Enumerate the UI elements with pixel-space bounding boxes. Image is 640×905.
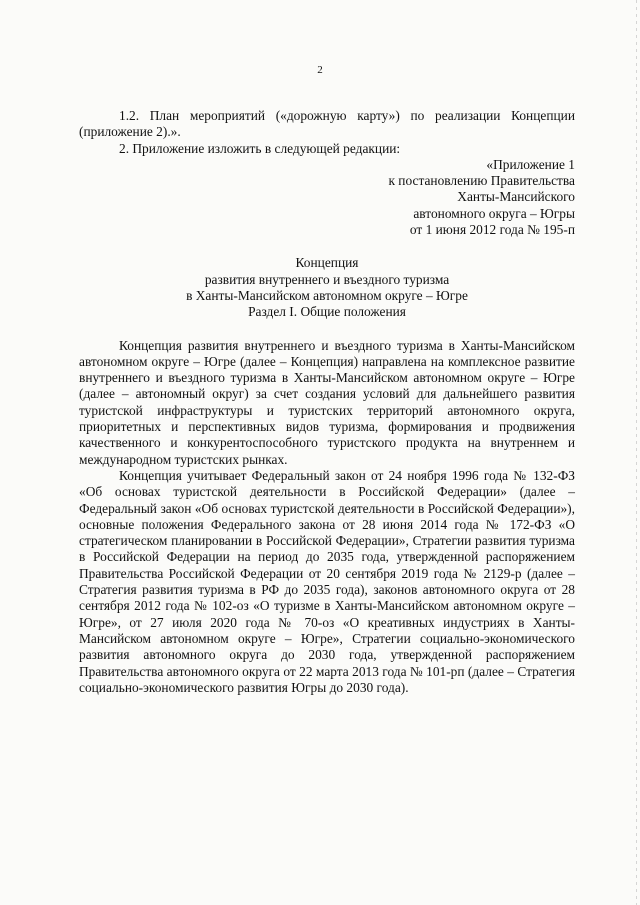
appendix-reference [79, 157, 575, 238]
scan-edge [636, 0, 637, 905]
appendix-line-2: к постановлению Правительства [388, 173, 575, 189]
item-1-2-text: 1.2. План мероприятий («дорожную карту») по реализации Концепции (приложение 2).». [79, 108, 575, 140]
title-line-3: в Ханты-Мансийском автономном округе – Югре [186, 287, 468, 303]
title-line-2: развития внутреннего и въездного туризма [204, 271, 450, 287]
document-content [79, 108, 575, 696]
title-line-1: Концепция [295, 255, 359, 271]
appendix-line-1: «Приложение 1 [486, 156, 575, 172]
appendix-line-4: автономного округа – Югры [413, 205, 575, 221]
item-2-text: 2. Приложение изложить в следующей редакции: [119, 140, 401, 156]
section-heading: Раздел I. Общие положения [248, 304, 406, 320]
body-text [79, 338, 575, 697]
appendix-line-5: от 1 июня 2012 года № 195-п [409, 222, 575, 238]
page-number: 2 [317, 64, 323, 76]
appendix-line-3: Ханты-Мансийского [457, 189, 575, 205]
paragraph-2: Концепция учитывает Федеральный закон от 24 ноября 1996 года № 132-ФЗ «Об основах туристской деятельности в Российской Федерации» (далее – Федеральный закон «Об основах туристской деятельности в Российской Федерации»), основные положения Федерального закона от 28 июня 2014 года № 172-ФЗ «О стратегическом планировании в Российской Федерации», Стратегии развития туризма в Российской Федерации на период до 2035 года, утвержденной распоряжением Правительства Российской Федерации от 20 сентября 2019 года № 2129-р (далее – Стратегия развития туризма в РФ до 2035 года), законов автономного округа от 28 сентября 2012 года № 102-оз «О туризме в Ханты-Мансийском автономном округе – Югре», от 27 июля 2020 года № 70-оз «О креативных индустриях в Ханты-Мансийском автономном округе – Югре», Стратегии социально-экономического развития автономного округа до 2030 года, утвержденной распоряжением Правительства автономного округа от 22 марта 2013 года № 101-рп (далее – Стратегия социально-экономического развития Югры до 2030 года). [79, 467, 575, 695]
document-title [79, 255, 575, 304]
paragraph-1: Концепция развития внутреннего и въездного туризма в Ханты-Мансийском автономном округе – Югре (далее – Концепция) направлена на комплексное развитие внутреннего и въездного туризма в Ханты-Мансийском автономном округе – Югре (далее – автономный округ) за счет создания условий для дальнейшего развития туристской инфраструктуры и туристских территорий автономного округа, приоритетных и перспективных видов туризма, формирования и продвижения качественного и конкурентоспособного туристского продукта на внутреннем и международном туристских рынках. [79, 337, 575, 467]
